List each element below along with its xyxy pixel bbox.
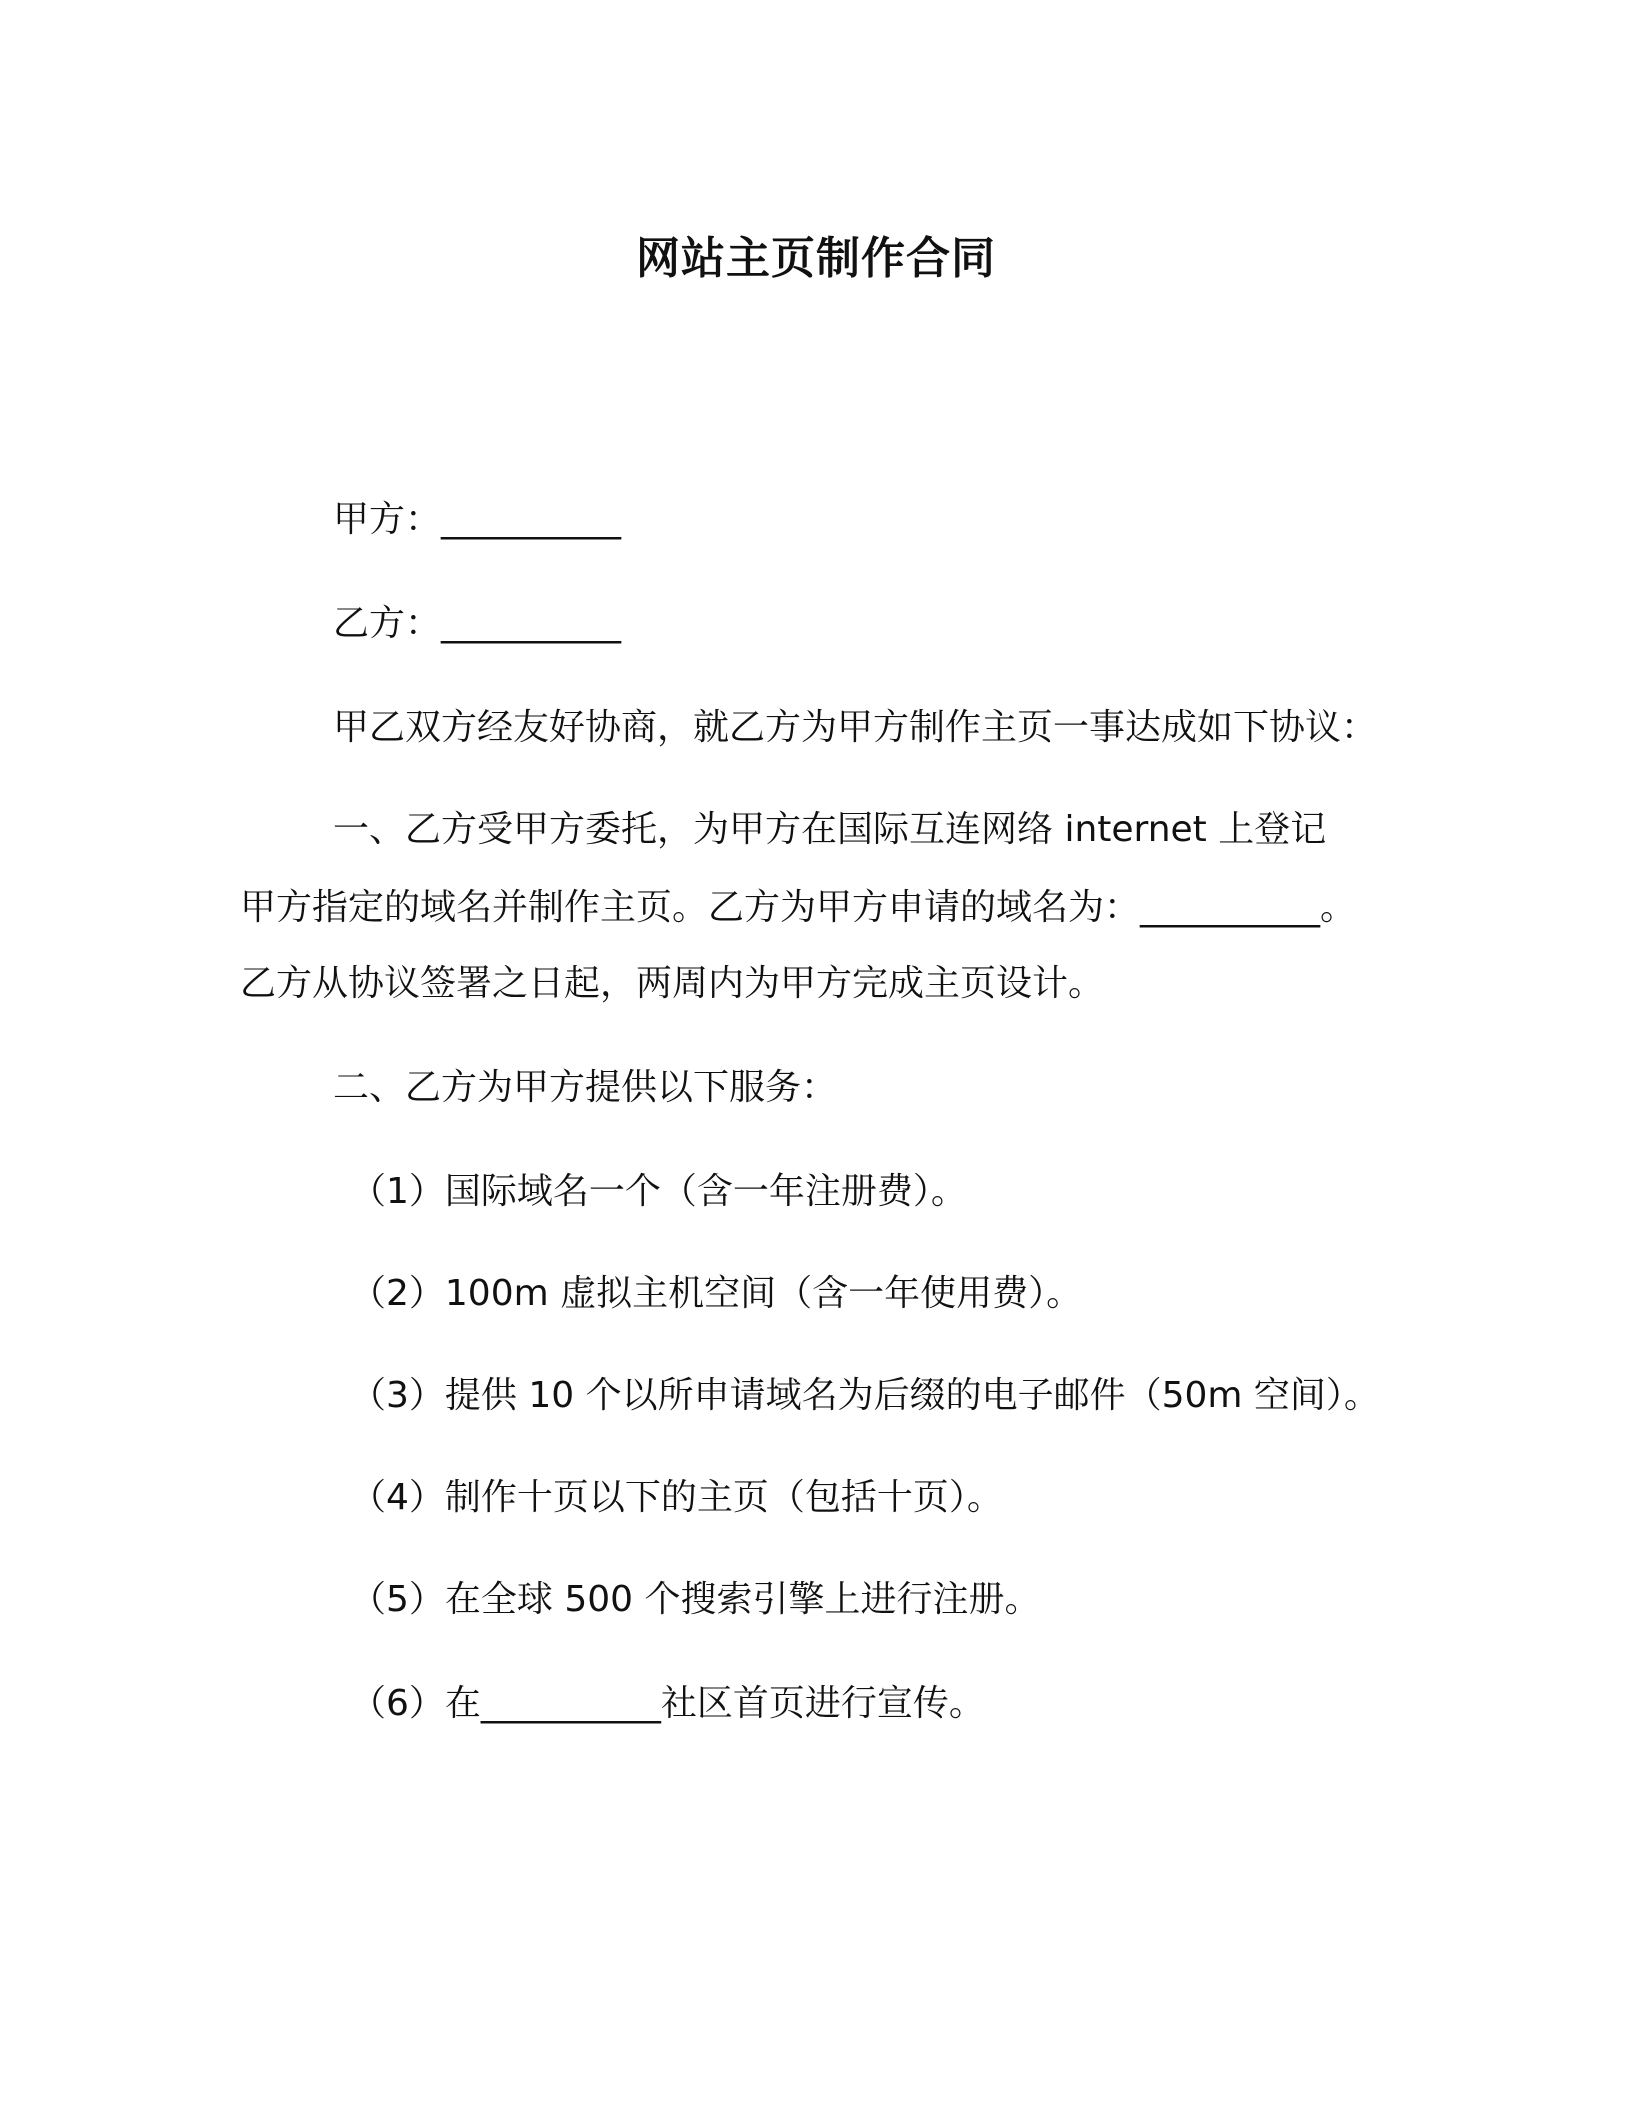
party-b-line: 乙方：__________ <box>333 603 622 644</box>
clause-1-line-2: 甲方指定的域名并制作主页。乙方为甲方申请的域名为：__________。 <box>240 887 1357 928</box>
service-item: （4）制作十页以下的主页（包括十页）。 <box>350 1477 1003 1518</box>
service-item: （1）国际域名一个（含一年注册费）。 <box>350 1171 967 1212</box>
service-item: （6）在__________社区首页进行宣传。 <box>350 1683 985 1724</box>
clause-1-line-3: 乙方从协议签署之日起，两周内为甲方完成主页设计。 <box>240 963 1105 1004</box>
service-item: （2）100m 虚拟主机空间（含一年使用费）。 <box>350 1273 1083 1314</box>
service-item: （5）在全球 500 个搜索引擎上进行注册。 <box>350 1579 1041 1620</box>
service-item: （3）提供 10 个以所申请域名为后缀的电子邮件（50m 空间）。 <box>350 1375 1380 1416</box>
clause-1-line-1: 一、乙方受甲方委托，为甲方在国际互连网络 internet 上登记 <box>333 809 1327 850</box>
party-a-line: 甲方：__________ <box>333 499 622 540</box>
document-title: 网站主页制作合同 <box>636 233 996 284</box>
preamble-paragraph: 甲乙双方经友好协商，就乙方为甲方制作主页一事达成如下协议： <box>333 707 1378 748</box>
clause-2-heading: 二、乙方为甲方提供以下服务： <box>333 1067 838 1108</box>
